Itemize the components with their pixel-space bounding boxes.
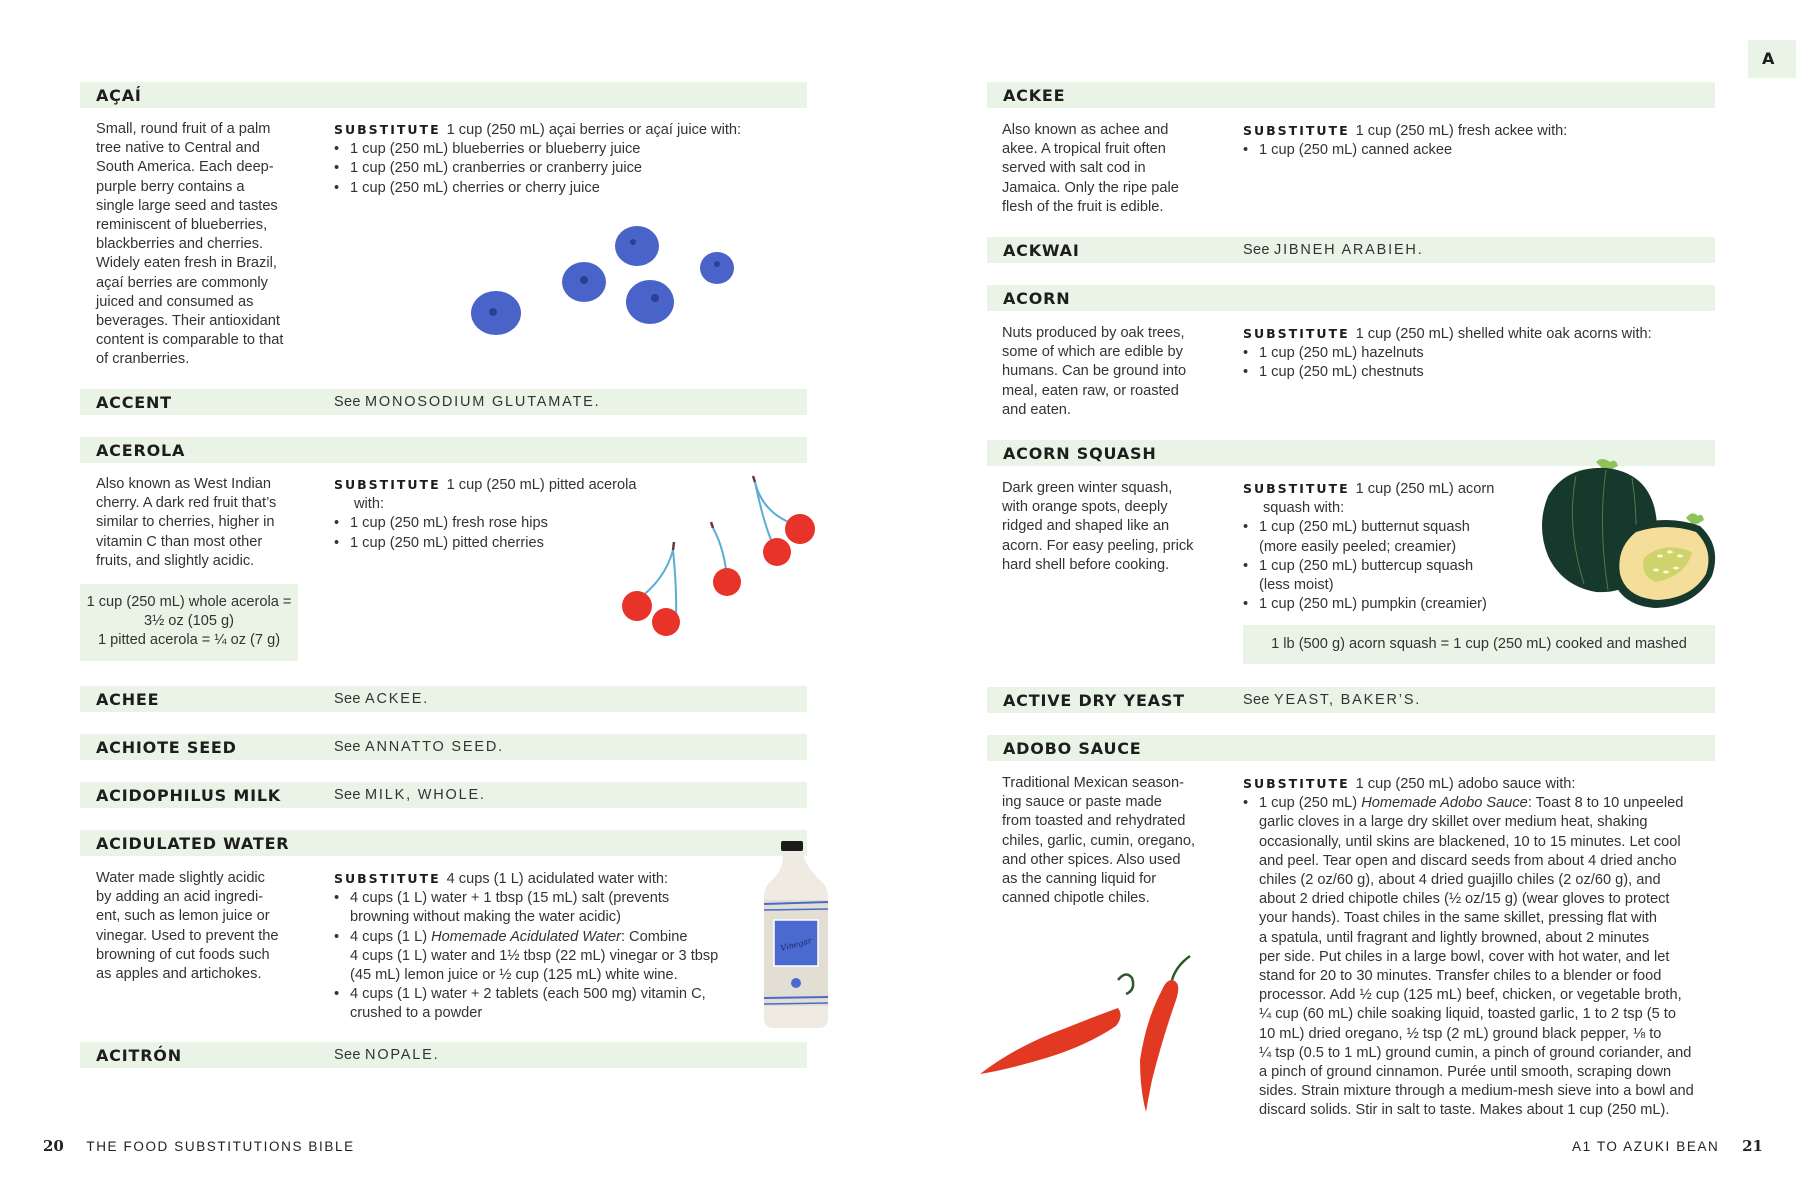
substitute-block-adobo-sauce: [1243, 774, 1694, 1121]
entry-term: ACORN SQUASH: [1003, 444, 1157, 463]
text-line: açaí berries are commonly: [96, 274, 268, 291]
text-line: akee. A tropical fruit often: [1002, 141, 1166, 158]
substitute-label: SUBSTITUTE: [1243, 123, 1350, 138]
substitute-label: SUBSTITUTE: [334, 477, 441, 492]
entry-header-acidophilus-milk: [80, 782, 807, 808]
substitute-label: SUBSTITUTE: [334, 122, 441, 137]
recipe-line: occasionally, until skins are blackened, 10 to 15 minutes. Let cool: [1259, 833, 1681, 850]
substitute-intro: 1 cup (250 mL) pitted acerola: [446, 477, 637, 493]
entry-term: AÇAÍ: [96, 86, 142, 105]
substitute-block-acerola: [334, 475, 636, 553]
substitute-block-acorn: [1243, 324, 1652, 383]
entry-term: ACORN: [1003, 289, 1071, 308]
right-page: [898, 0, 1796, 1196]
recipe-line: a pinch of ground cinnamon. Purée until smooth, scraping down: [1259, 1064, 1672, 1081]
text-line: as apples and artichokes.: [96, 966, 262, 983]
substitute-label: SUBSTITUTE: [1243, 481, 1350, 496]
text-fragment: 1 cup (250 mL): [1259, 795, 1362, 812]
page-number: 21: [1742, 1137, 1763, 1155]
see-prefix: See: [334, 691, 361, 707]
see-target-link[interactable]: ACKEE.: [365, 691, 430, 707]
text-line: 1 pitted acerola = ¼ oz (7 g): [97, 632, 281, 649]
text-line: ridged and shaped like an: [1002, 518, 1170, 535]
cross-reference: [334, 1047, 439, 1063]
see-target-link[interactable]: MONOSODIUM GLUTAMATE.: [365, 394, 601, 410]
recipe-line: about 2 dried chipotle chiles (½ oz/15 g) (wear gloves to protect: [1259, 891, 1670, 908]
text-line: vinegar. Used to prevent the: [96, 927, 279, 944]
substitute-option: • 1 cup (250 mL) pumpkin (creamier): [1243, 595, 1494, 614]
entry-header-achiote-seed: [80, 734, 807, 760]
substitute-option: • 4 cups (1 L) water + 1 tbsp (15 mL) salt (prevents: [334, 889, 718, 908]
substitute-option-continued: (less moist): [1259, 577, 1334, 594]
substitute-intro: 1 cup (250 mL) acorn: [1355, 481, 1495, 497]
substitute-label: SUBSTITUTE: [1243, 776, 1350, 791]
text-line: 1 lb (500 g) acorn squash = 1 cup (250 mL) cooked and mashed: [1271, 636, 1687, 652]
substitute-intro-continued: with:: [354, 496, 385, 513]
text-line: Jamaica. Only the ripe pale: [1002, 179, 1179, 196]
recipe-line: and peel. Tear open and discard seeds from about 4 dried ancho: [1259, 852, 1677, 869]
see-prefix: See: [1243, 692, 1270, 708]
substitute-option-continued: (45 mL) lemon juice or ½ cup (125 mL) white wine.: [350, 967, 678, 984]
text-line: from toasted and rehydrated: [1002, 813, 1186, 830]
text-line: Water made slightly acidic: [96, 870, 265, 886]
text-line: cherry. A dark red fruit that’s: [96, 495, 277, 512]
see-prefix: See: [334, 1047, 361, 1063]
text-line: of cranberries.: [96, 351, 190, 368]
text-line: chiles, garlic, cumin, oregano,: [1002, 832, 1196, 849]
recipe-line: per side. Put chiles in a large bowl, cover with hot water, and let: [1259, 948, 1670, 965]
entry-term: ACHIOTE SEED: [96, 738, 237, 757]
recipe-title: Homemade Adobo Sauce: [1361, 795, 1528, 812]
substitute-intro-continued: squash with:: [1263, 500, 1345, 517]
substitute-option-continued: crushed to a powder: [350, 1005, 483, 1022]
substitute-intro: 1 cup (250 mL) açai berries or açaí juice with:: [446, 122, 742, 138]
text-line: and eaten.: [1002, 401, 1071, 418]
text-line: some of which are edible by: [1002, 344, 1183, 361]
entry-description-adobo-sauce: [1002, 774, 1195, 908]
text-line: Also known as achee and: [1002, 122, 1169, 138]
text-line: Dark green winter squash,: [1002, 480, 1173, 496]
recipe-line: your hands). Toast chiles in the same skillet, pressing flat with: [1259, 910, 1657, 927]
text-fragment: : Toast 8 to 10 unpeeled: [1527, 795, 1684, 812]
substitute-intro: 1 cup (250 mL) fresh ackee with:: [1355, 123, 1568, 139]
substitute-intro: 1 cup (250 mL) adobo sauce with:: [1355, 776, 1576, 792]
text-fragment: : Combine: [620, 928, 688, 945]
substitute-intro: 4 cups (1 L) acidulated water with:: [446, 871, 669, 887]
text-line: by adding an acid ingredi-: [96, 889, 264, 906]
recipe-line: a spatula, until fragrant and lightly browned, about 2 minutes: [1259, 929, 1650, 946]
substitute-intro: 1 cup (250 mL) shelled white oak acorns with:: [1355, 326, 1652, 342]
entry-description-ackee: [1002, 121, 1179, 217]
entry-description-acorn-squash: [1002, 479, 1193, 575]
entry-term: ACHEE: [96, 690, 160, 709]
text-fragment: 4 cups (1 L): [350, 928, 432, 945]
text-line: canned chipotle chiles.: [1002, 890, 1150, 907]
text-line: Nuts produced by oak trees,: [1002, 325, 1185, 341]
entry-description-acai: [96, 120, 283, 370]
substitute-option-continued: 4 cups (1 L) water and 1½ tbsp (22 mL) vinegar or 3 tbsp: [350, 947, 719, 964]
entry-header-active-dry-yeast: [987, 687, 1715, 713]
cross-reference: [334, 787, 486, 803]
substitute-option: • 1 cup (250 mL) hazelnuts: [1243, 344, 1652, 363]
right-page-footer: [1572, 1137, 1763, 1155]
entry-description-acerola: [96, 475, 276, 571]
text-line: fruits, and slightly acidic.: [96, 552, 255, 569]
text-line: 3½ oz (105 g): [143, 613, 235, 630]
substitute-option: • 1 cup (250 mL) blueberries or blueberry juice: [334, 140, 741, 159]
substitute-label: SUBSTITUTE: [334, 871, 441, 886]
substitute-option: • 1 cup (250 mL) cherries or cherry juice: [334, 179, 741, 198]
substitute-block-acorn-squash: [1243, 479, 1494, 614]
recipe-line: 10 mL) dried oregano, ½ tsp (2 mL) ground black pepper, ⅛ to: [1259, 1025, 1662, 1042]
text-line: served with salt cod in: [1002, 160, 1146, 177]
substitute-block-acai: [334, 120, 741, 198]
red-chiles-illustration: [976, 950, 1216, 1120]
entry-term: ACKEE: [1003, 86, 1066, 105]
substitute-label: SUBSTITUTE: [1243, 326, 1350, 341]
see-prefix: See: [334, 394, 361, 410]
text-line: Widely eaten fresh in Brazil,: [96, 255, 277, 272]
recipe-line: ¼ cup (60 mL) chile soaking liquid, toasted garlic, 1 to 2 tsp (5 to: [1259, 1006, 1676, 1023]
see-prefix: See: [334, 787, 361, 803]
text-line: browning of cut foods such: [96, 946, 270, 963]
thumb-index-tab[interactable]: [1748, 40, 1796, 78]
text-line: content is comparable to that: [96, 332, 284, 349]
text-line: flesh of the fruit is edible.: [1002, 198, 1164, 215]
substitute-option: • 1 cup (250 mL) fresh rose hips: [334, 514, 636, 533]
text-line: humans. Can be ground into: [1002, 363, 1187, 380]
cross-reference: [1243, 692, 1421, 708]
vinegar-bottle-illustration: [760, 838, 832, 1030]
left-page-footer: [43, 1137, 355, 1155]
entry-header-acorn: [987, 285, 1715, 311]
recipe-line: chiles (2 oz/60 g), about 4 dried guajillo chiles (2 oz/60 g), and: [1259, 872, 1661, 889]
text-line: Small, round fruit of a palm: [96, 121, 271, 137]
cross-reference: [334, 394, 600, 410]
see-prefix: See: [1243, 242, 1270, 258]
text-line: 1 cup (250 mL) whole acerola =: [86, 594, 292, 610]
entry-term: ACTIVE DRY YEAST: [1003, 691, 1185, 710]
cross-reference: [334, 691, 429, 707]
entry-term: ACCENT: [96, 393, 172, 412]
entry-header-achee: [80, 686, 807, 712]
cherries-illustration: [615, 470, 825, 645]
text-line: similar to cherries, higher in: [96, 514, 275, 531]
substitute-option: • 4 cups (1 L) water + 2 tablets (each 500 mg) vitamin C,: [334, 985, 718, 1004]
entry-term: ACKWAI: [1003, 241, 1080, 260]
recipe-line: stand for 20 to 30 minutes. Transfer chiles to a blender or food: [1259, 968, 1662, 985]
page-number: 20: [43, 1137, 64, 1155]
entry-term: ACIDULATED WATER: [96, 834, 290, 853]
acorn-squash-illustration: [1536, 456, 1721, 616]
text-line: with orange spots, deeply: [1002, 499, 1168, 516]
substitute-option: [1243, 794, 1694, 813]
substitute-option: • 1 cup (250 mL) butternut squash: [1243, 518, 1494, 537]
see-target-link[interactable]: ANNATTO SEED.: [365, 739, 504, 755]
thumb-index-letter: A: [1762, 49, 1775, 68]
text-line: Also known as West Indian: [96, 476, 271, 492]
substitute-option: [334, 928, 718, 947]
entry-header-adobo-sauce: [987, 735, 1715, 761]
text-line: ing sauce or paste made: [1002, 794, 1162, 811]
see-target-link[interactable]: JIBNEH ARABIEH.: [1274, 242, 1424, 258]
text-line: ent, such as lemon juice or: [96, 908, 270, 925]
entry-header-acai: [80, 82, 807, 108]
text-line: Traditional Mexican season-: [1002, 775, 1184, 791]
text-line: South America. Each deep-: [96, 159, 274, 176]
entry-description-acidulated-water: [96, 869, 279, 984]
see-target-link[interactable]: NOPALE.: [365, 1047, 440, 1063]
text-line: reminiscent of blueberries,: [96, 217, 268, 234]
entry-description-acorn: [1002, 324, 1186, 420]
cross-reference: [1243, 242, 1424, 258]
text-line: purple berry contains a: [96, 178, 245, 195]
entry-header-ackwai: [987, 237, 1715, 263]
conversion-note-acorn-squash: [1243, 625, 1715, 664]
substitute-option-continued: browning without making the water acidic): [350, 909, 621, 926]
text-line: vitamin C than most other: [96, 533, 263, 550]
substitute-option: • 1 cup (250 mL) cranberries or cranberry juice: [334, 159, 741, 178]
substitute-block-acidulated-water: [334, 869, 718, 1024]
text-line: meal, eaten raw, or roasted: [1002, 382, 1179, 399]
substitute-option-continued: (more easily peeled; creamier): [1259, 538, 1457, 555]
entry-term: ACEROLA: [96, 441, 186, 460]
entry-term: ADOBO SAUCE: [1003, 739, 1142, 758]
recipe-line: garlic cloves in a large dry skillet over medium heat, shaking: [1259, 814, 1648, 831]
text-line: and other spices. Also used: [1002, 851, 1181, 868]
see-target-link[interactable]: YEAST, BAKER’S.: [1274, 692, 1422, 708]
entry-term: ACIDOPHILUS MILK: [96, 786, 282, 805]
blueberries-illustration: [460, 220, 740, 340]
see-target-link[interactable]: MILK, WHOLE.: [365, 787, 486, 803]
text-line: single large seed and tastes: [96, 197, 278, 214]
text-line: beverages. Their antioxidant: [96, 313, 280, 330]
running-head: A1 TO AZUKI BEAN: [1572, 1139, 1720, 1154]
text-line: as the canning liquid for: [1002, 871, 1157, 888]
entry-header-acitron: [80, 1042, 807, 1068]
text-line: hard shell before cooking.: [1002, 556, 1170, 573]
cross-reference: [334, 739, 504, 755]
entry-header-acerola: [80, 437, 807, 463]
recipe-line: sides. Strain mixture through a medium-mesh sieve into a bowl and: [1259, 1083, 1694, 1100]
entry-header-ackee: [987, 82, 1715, 108]
substitute-block-ackee: [1243, 121, 1567, 160]
substitute-option: • 1 cup (250 mL) buttercup squash: [1243, 557, 1494, 576]
bottle-label-text: Vinegar: [779, 936, 813, 953]
entry-term: ACITRÓN: [96, 1046, 182, 1065]
text-line: tree native to Central and: [96, 140, 260, 157]
recipe-title: Homemade Acidulated Water: [431, 928, 621, 945]
running-head: THE FOOD SUBSTITUTIONS BIBLE: [86, 1139, 355, 1154]
text-line: juiced and consumed as: [96, 293, 254, 310]
entry-header-accent: [80, 389, 807, 415]
substitute-option: • 1 cup (250 mL) pitted cherries: [334, 534, 636, 553]
text-line: blackberries and cherries.: [96, 236, 264, 253]
see-prefix: See: [334, 739, 361, 755]
conversion-note-acerola: [80, 584, 298, 661]
substitute-option: • 1 cup (250 mL) canned ackee: [1243, 141, 1567, 160]
entry-header-acidulated-water: [80, 830, 807, 856]
substitute-option: • 1 cup (250 mL) chestnuts: [1243, 363, 1652, 382]
recipe-line: ¼ tsp (0.5 to 1 mL) ground cumin, a pinch of ground coriander, and: [1259, 1044, 1692, 1061]
recipe-line: discard solids. Stir in salt to taste. Makes about 1 cup (250 mL).: [1259, 1102, 1670, 1119]
recipe-line: processor. Add ½ cup (125 mL) beef, chicken, or vegetable broth,: [1259, 987, 1682, 1004]
text-line: acorn. For easy peeling, prick: [1002, 537, 1194, 554]
